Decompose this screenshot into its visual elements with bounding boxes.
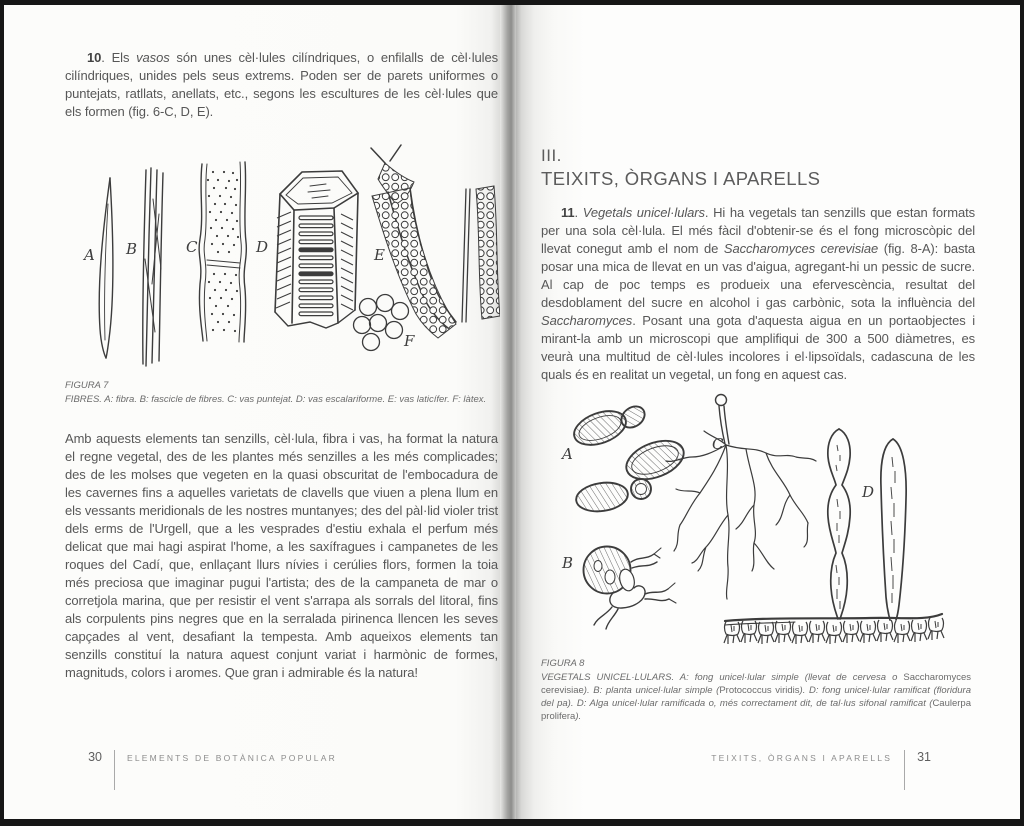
paragraph-11-number: 11 xyxy=(561,205,575,220)
figure7-label-b: B xyxy=(126,240,138,258)
left-page-number: 30 xyxy=(88,750,102,764)
figure7-label-d: D xyxy=(256,238,269,256)
figure7-label-a: A xyxy=(84,246,95,264)
footer-rule xyxy=(904,750,905,790)
figure8-label-d: D xyxy=(862,483,875,501)
figure8-label-a: A xyxy=(562,445,573,463)
footer-rule xyxy=(114,750,115,790)
figure-8-caption-title: FIGURA 8 xyxy=(541,658,585,669)
paragraph-nature: Amb aquests elements tan senzills, cèl·lula, fibra i vas, ha format la natura el regne vegetal, des de les plantes més senzilles a les més complicades; des de les molses que vegeten en la quasi obscuritat de l'embocadura de les cavernes fins a aquelles varietats de clavells que viuen a plena llum en els vessants meridionals de les nostres muntanyes; des del pàl·lid violer trist dels erms de l'Urgell, que a les vesprades d'estiu exhala el perfum més delicat que mai hagi aspirat l'home, a les saxífragues i campanetes de les roques del Cadí, que, enllaçant llurs nívies i cerúlies flors, formen la toia més preciosa que imaginar pugui l'artista; des de la campaneta de mar o corretjola marina, que per resistir el vent s'arrapa als sorrals del litoral, fins als corpulents pins negres que en la serralada pirinenca llencen les seves capçades al vent, desafiant la tempesta. Amb aqueixos elements tan senzills constituí la natura aquest conjunt variat i harmònic de formes, magnituds, colors i aromes. Que gran i admirable és la natura! xyxy=(65,431,498,680)
figure-7-caption xyxy=(65,379,501,406)
scan-edge-bottom xyxy=(0,819,1024,826)
figure8-label-b: B xyxy=(562,554,574,572)
section-heading xyxy=(541,145,820,191)
figure7-label-e: E xyxy=(374,246,385,264)
figure-8-caption: FIGURA 8 VEGETALS UNICEL·LULARS. A: fong unicel·lular simple (llevat de cervesa o Saccharomyces cerevisiae). B: planta unicel·lular simple (Protococcus viridis). D: fong unicel·lular ramificat (floridura del pa). D: Alga unicel·lular ramificada o, més correctament dit, de tal·lus sifonal ramificat (Caulerpa prolifera). xyxy=(541,658,971,722)
paragraph-10: 10. Els vasos són unes cèl·lules cilíndriques, o enfilalls de cèl·lules cilíndriques, unides pels seus extrems. Poden ser de parets uniformes o puntejats, ratllats, anellats, etc., segons les escultures de les cèl·lules que els formen (fig. 6-C, D, E). xyxy=(65,50,498,119)
right-page-footer xyxy=(541,750,931,790)
figure-7-illustration xyxy=(58,144,500,380)
right-page xyxy=(514,5,1020,819)
figure7-label-c: C xyxy=(186,238,198,256)
section-number: III. xyxy=(541,146,562,165)
scan-edge-top xyxy=(0,0,1024,5)
paragraph-11: 11. Vegetals unicel·lulars. Hi ha vegetals tan senzills que estan formats per una sola cèl·lula. El més fàcil d'obtenir-se és el fong microscòpic del llevat conegut amb el nom de Saccharomyces cerevisiae (fig. 8-A): basta posar una mica de llevat en un vas d'aigua, agregant-hi un pessic de sucre. Al cap de poc temps es produeix una efervescència, resultat del desdoblament del sucre en alcohol i gas carbònic, sota la influència del Saccharomyces. Posant una gota d'aquesta aigua en un portaobjectes i mirant-la amb un microscopi que amplifiqui de 300 a 500 diàmetres, es veurà una multitud de cèl·lules incolores i el·lipsoïdals, cadascuna de les quals és en realitat un vegetal, un fong en aquest cas. xyxy=(541,205,975,382)
section-title: TEIXITS, ÒRGANS I APARELLS xyxy=(541,168,821,189)
figure-7-caption-title: FIGURA 7 xyxy=(65,380,109,391)
left-running-title: ELEMENTS DE BOTÀNICA POPULAR xyxy=(127,753,337,763)
figure8-label-c: C xyxy=(712,435,724,453)
right-page-number: 31 xyxy=(917,750,931,764)
right-running-title: TEIXITS, ÒRGANS I APARELLS xyxy=(711,753,893,763)
figure-8-illustration xyxy=(540,387,972,655)
figure7-label-f: F xyxy=(404,332,415,350)
page-gutter-shadow xyxy=(500,5,516,819)
figure-7-caption-text: FIBRES. A: fibra. B: fascicle de fibres. C: vas puntejat. D: vas escalariforme. E: vas laticífer. F: làtex. xyxy=(65,394,487,405)
left-page-footer xyxy=(62,750,337,790)
paragraph-10-number: 10 xyxy=(87,50,102,65)
left-page xyxy=(4,5,506,819)
